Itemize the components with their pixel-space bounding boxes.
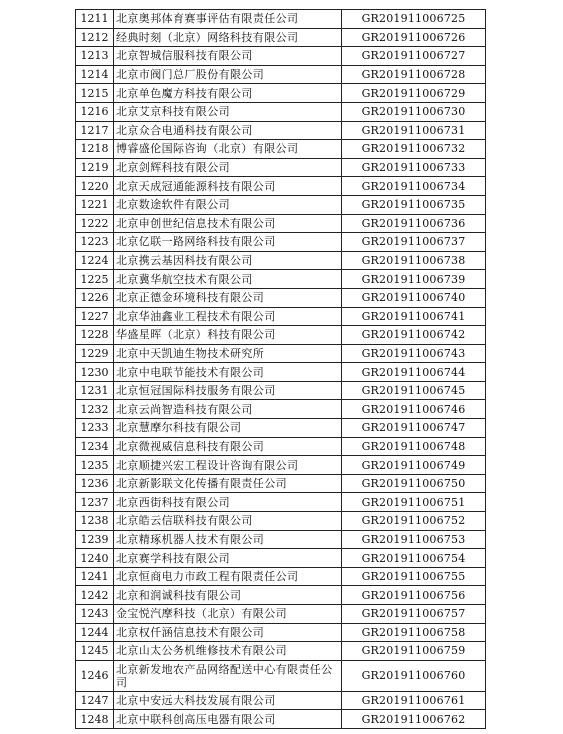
company-name: 北京恒冠国际科技服务有限公司: [114, 381, 342, 400]
row-number: 1231: [76, 381, 114, 400]
row-number: 1216: [76, 102, 114, 121]
certificate-number: GR201911006728: [342, 65, 486, 84]
table-row: [76, 642, 486, 661]
row-number: 1227: [76, 307, 114, 326]
row-number: 1228: [76, 326, 114, 345]
row-number: 1232: [76, 400, 114, 419]
company-name: 北京顺捷兴宏工程设计咨询有限公司: [114, 456, 342, 475]
table-row: [76, 419, 486, 438]
table-row: [76, 660, 486, 691]
row-number: 1237: [76, 493, 114, 512]
company-name: 北京微视威信息科技有限公司: [114, 437, 342, 456]
table-row: [76, 121, 486, 140]
row-number: 1225: [76, 270, 114, 289]
certificate-number: GR201911006734: [342, 177, 486, 196]
table-row: [76, 28, 486, 47]
certificate-number: GR201911006749: [342, 456, 486, 475]
certificate-number: GR201911006740: [342, 288, 486, 307]
certificate-number: GR201911006750: [342, 474, 486, 493]
table-row: [76, 177, 486, 196]
certificate-number: GR201911006753: [342, 530, 486, 549]
certificate-number: GR201911006754: [342, 549, 486, 568]
table-row: [76, 400, 486, 419]
table-row: [76, 344, 486, 363]
table-row: [76, 65, 486, 84]
table-row: [76, 586, 486, 605]
certificate-number: GR201911006727: [342, 47, 486, 66]
row-number: 1240: [76, 549, 114, 568]
table-row: [76, 710, 486, 729]
company-name: 北京奥邦体育赛事评估有限责任公司: [114, 10, 342, 29]
certificate-number: GR201911006738: [342, 251, 486, 270]
row-number: 1215: [76, 84, 114, 103]
certificate-number: GR201911006737: [342, 233, 486, 252]
table-row: [76, 381, 486, 400]
certificate-number: GR201911006742: [342, 326, 486, 345]
company-name: 北京单色魔方科技有限公司: [114, 84, 342, 103]
table-row: [76, 437, 486, 456]
certificate-number: GR201911006762: [342, 710, 486, 729]
company-name: 华盛星晖（北京）科技有限公司: [114, 326, 342, 345]
table-row: [76, 549, 486, 568]
table-row: [76, 251, 486, 270]
certificate-number: GR201911006745: [342, 381, 486, 400]
company-name: 金宝悦汽摩科技（北京）有限公司: [114, 605, 342, 624]
company-name: 北京申创世纪信息技术有限公司: [114, 214, 342, 233]
row-number: 1226: [76, 288, 114, 307]
company-name: 北京剑辉科技有限公司: [114, 158, 342, 177]
company-name: 北京市阀门总厂股份有限公司: [114, 65, 342, 84]
certificate-number: GR201911006747: [342, 419, 486, 438]
row-number: 1221: [76, 195, 114, 214]
company-name: 北京艾京科技有限公司: [114, 102, 342, 121]
certificate-number: GR201911006730: [342, 102, 486, 121]
row-number: 1224: [76, 251, 114, 270]
certificate-number: GR201911006748: [342, 437, 486, 456]
table-row: [76, 158, 486, 177]
table-row: [76, 567, 486, 586]
certificate-number: GR201911006744: [342, 363, 486, 382]
company-name: 北京皓云信联科技有限公司: [114, 512, 342, 531]
table-row: [76, 530, 486, 549]
row-number: 1246: [76, 660, 114, 691]
certificate-number: GR201911006739: [342, 270, 486, 289]
certificate-number: GR201911006736: [342, 214, 486, 233]
row-number: 1212: [76, 28, 114, 47]
row-number: 1233: [76, 419, 114, 438]
table-row: [76, 623, 486, 642]
company-name: 北京华油鑫业工程技术有限公司: [114, 307, 342, 326]
table-row: [76, 270, 486, 289]
table-row: [76, 512, 486, 531]
company-name: 北京天成冠通能源科技有限公司: [114, 177, 342, 196]
row-number: 1220: [76, 177, 114, 196]
row-number: 1211: [76, 10, 114, 29]
company-name: 北京新影联文化传播有限责任公司: [114, 474, 342, 493]
certificate-number: GR201911006758: [342, 623, 486, 642]
company-name: 北京新发地农产品网络配送中心有限责任公司: [114, 660, 342, 691]
company-registry-table: [75, 9, 486, 729]
table-row: [76, 214, 486, 233]
row-number: 1242: [76, 586, 114, 605]
row-number: 1236: [76, 474, 114, 493]
table-row: [76, 84, 486, 103]
row-number: 1218: [76, 140, 114, 159]
certificate-number: GR201911006757: [342, 605, 486, 624]
table-row: [76, 288, 486, 307]
row-number: 1222: [76, 214, 114, 233]
certificate-number: GR201911006741: [342, 307, 486, 326]
row-number: 1241: [76, 567, 114, 586]
table-row: [76, 307, 486, 326]
row-number: 1217: [76, 121, 114, 140]
company-name: 北京正德金环境科技有限公司: [114, 288, 342, 307]
company-name: 博睿盛伦国际咨询（北京）有限公司: [114, 140, 342, 159]
table-row: [76, 233, 486, 252]
company-name: 北京慧摩尔科技有限公司: [114, 419, 342, 438]
company-name: 北京亿联一路网络科技有限公司: [114, 233, 342, 252]
company-name: 北京携云基因科技有限公司: [114, 251, 342, 270]
table-row: [76, 47, 486, 66]
row-number: 1230: [76, 363, 114, 382]
certificate-number: GR201911006759: [342, 642, 486, 661]
table-row: [76, 102, 486, 121]
certificate-number: GR201911006733: [342, 158, 486, 177]
row-number: 1235: [76, 456, 114, 475]
company-name: 北京赛学科技有限公司: [114, 549, 342, 568]
table-row: [76, 195, 486, 214]
table-row: [76, 326, 486, 345]
table-row: [76, 474, 486, 493]
row-number: 1243: [76, 605, 114, 624]
company-name: 北京云尚智造科技有限公司: [114, 400, 342, 419]
company-name: 北京数途软件有限公司: [114, 195, 342, 214]
certificate-number: GR201911006756: [342, 586, 486, 605]
table-row: [76, 456, 486, 475]
company-name: 北京中联科创高压电器有限公司: [114, 710, 342, 729]
company-name: 北京众合电通科技有限公司: [114, 121, 342, 140]
row-number: 1245: [76, 642, 114, 661]
company-name: 北京中天凯迪生物技术研究所: [114, 344, 342, 363]
row-number: 1214: [76, 65, 114, 84]
certificate-number: GR201911006746: [342, 400, 486, 419]
table-row: [76, 10, 486, 29]
company-name: 北京山太公务机维修技术有限公司: [114, 642, 342, 661]
company-name: 北京冀华航空技术有限公司: [114, 270, 342, 289]
company-name: 北京智城信服科技有限公司: [114, 47, 342, 66]
row-number: 1247: [76, 691, 114, 710]
certificate-number: GR201911006732: [342, 140, 486, 159]
row-number: 1229: [76, 344, 114, 363]
table-body: [76, 10, 486, 729]
certificate-number: GR201911006735: [342, 195, 486, 214]
certificate-number: GR201911006760: [342, 660, 486, 691]
certificate-number: GR201911006752: [342, 512, 486, 531]
row-number: 1219: [76, 158, 114, 177]
company-name: 北京和润诚科技有限公司: [114, 586, 342, 605]
company-name: 北京恒商电力市政工程有限责任公司: [114, 567, 342, 586]
certificate-number: GR201911006725: [342, 10, 486, 29]
row-number: 1248: [76, 710, 114, 729]
row-number: 1238: [76, 512, 114, 531]
row-number: 1223: [76, 233, 114, 252]
company-name: 北京西街科技有限公司: [114, 493, 342, 512]
table-row: [76, 691, 486, 710]
certificate-number: GR201911006755: [342, 567, 486, 586]
table-row: [76, 140, 486, 159]
table-row: [76, 363, 486, 382]
table-row: [76, 493, 486, 512]
row-number: 1239: [76, 530, 114, 549]
company-name: 经典时刻（北京）网络科技有限公司: [114, 28, 342, 47]
certificate-number: GR201911006729: [342, 84, 486, 103]
company-name: 北京权仟涵信息技术有限公司: [114, 623, 342, 642]
company-name: 北京中电联节能技术有限公司: [114, 363, 342, 382]
certificate-number: GR201911006751: [342, 493, 486, 512]
row-number: 1234: [76, 437, 114, 456]
company-name: 北京精琢机器人技术有限公司: [114, 530, 342, 549]
row-number: 1244: [76, 623, 114, 642]
company-name: 北京中安远大科技发展有限公司: [114, 691, 342, 710]
certificate-number: GR201911006726: [342, 28, 486, 47]
certificate-number: GR201911006761: [342, 691, 486, 710]
certificate-number: GR201911006743: [342, 344, 486, 363]
certificate-number: GR201911006731: [342, 121, 486, 140]
row-number: 1213: [76, 47, 114, 66]
table-row: [76, 605, 486, 624]
